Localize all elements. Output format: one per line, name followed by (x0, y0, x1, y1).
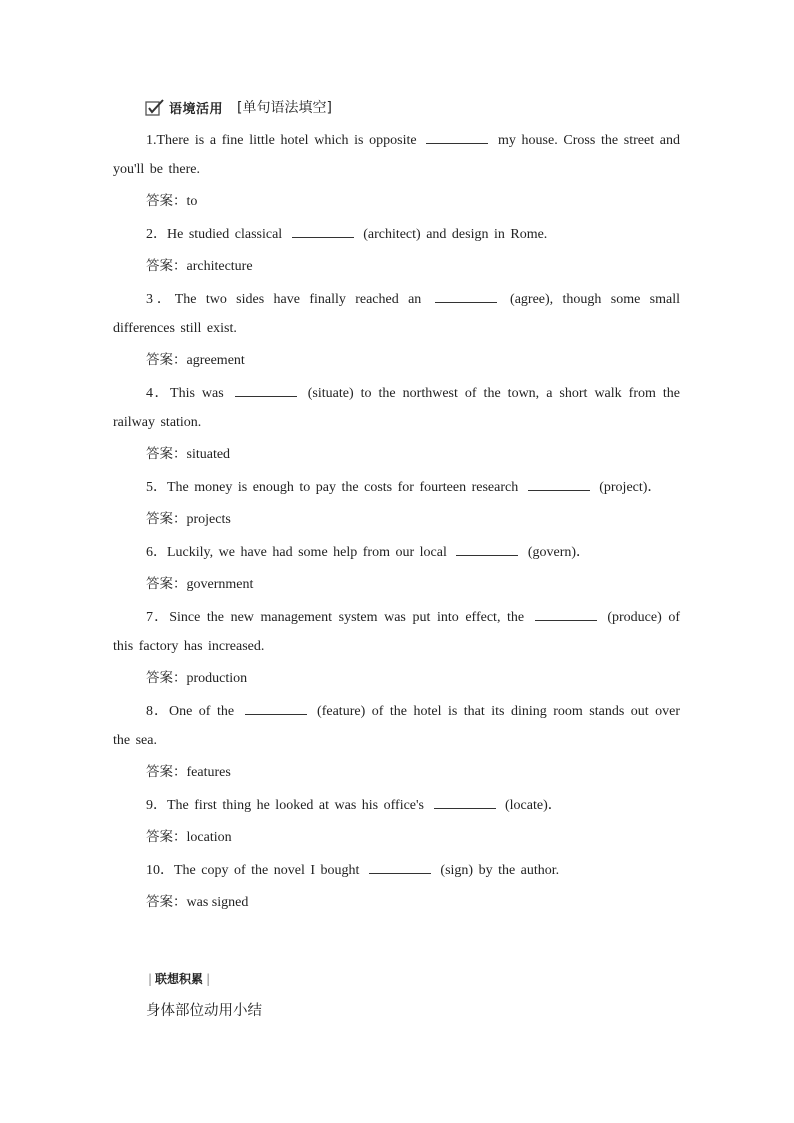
question-text (113, 538, 680, 567)
association-label: | 联想积累 | (148, 972, 211, 986)
question-text (113, 379, 680, 437)
question-prefix: 7．Since the new management system was put into effect, the (146, 610, 525, 625)
answer-blank (434, 796, 496, 809)
answer-label: 答案： (146, 764, 187, 780)
exercise-list (113, 126, 680, 921)
answer-line (113, 824, 680, 851)
question-suffix: (project)． (599, 480, 662, 495)
answer-blank (245, 702, 307, 715)
answer-blank (426, 131, 488, 144)
exercise-item (113, 856, 680, 916)
answer-line (113, 665, 680, 692)
question-text (113, 126, 680, 184)
question-suffix: my house. Cross the street and you'll be there. (113, 133, 680, 177)
checkbox-pencil-icon (145, 98, 165, 116)
answer-label: 答案： (146, 352, 187, 368)
answer-label: 答案： (146, 576, 187, 592)
exercise-item (113, 220, 680, 280)
question-prefix: 4．This was (146, 386, 224, 401)
question-suffix: (situate) to the northwest of the town, a short walk from the railway station. (113, 386, 680, 430)
answer-blank (435, 290, 497, 303)
answer-value: agreement (186, 353, 245, 368)
answer-label: 答案： (146, 670, 187, 686)
section-subtitle: [单句语法填空] (237, 100, 332, 116)
section-header (145, 96, 332, 118)
answer-line (113, 253, 680, 280)
question-prefix: 9．The first thing he looked at was his office's (146, 798, 424, 813)
question-suffix: (architect) and design in Rome. (363, 227, 548, 242)
question-prefix: 3．The two sides have finally reached an (146, 292, 422, 307)
answer-value: projects (186, 512, 231, 527)
answer-value: government (186, 577, 254, 592)
question-prefix: 1.There is a fine little hotel which is opposite (146, 133, 417, 148)
answer-value: architecture (186, 259, 253, 274)
question-prefix: 6．Luckily, we have had some help from our local (146, 545, 447, 560)
answer-line (113, 506, 680, 533)
exercise-item (113, 473, 680, 533)
answer-blank (528, 478, 590, 491)
answer-value: to (186, 194, 198, 209)
question-text (113, 285, 680, 343)
answer-value: situated (186, 447, 231, 462)
answer-blank (369, 861, 431, 874)
question-text (113, 603, 680, 661)
question-prefix: 2．He studied classical (146, 227, 283, 242)
question-text (113, 473, 680, 502)
exercise-item (113, 538, 680, 598)
answer-label: 答案： (146, 894, 187, 910)
question-suffix: (locate)． (505, 798, 562, 813)
answer-line (113, 347, 680, 374)
answer-line (113, 188, 680, 215)
question-suffix: (govern)． (527, 545, 591, 560)
summary-title: 身体部位动用小结 (146, 1003, 262, 1019)
answer-blank (292, 225, 354, 238)
exercise-item (113, 697, 680, 786)
question-text (113, 791, 680, 820)
answer-label: 答案： (146, 511, 187, 527)
answer-label: 答案： (146, 829, 187, 845)
question-text (113, 220, 680, 249)
question-prefix: 5．The money is enough to pay the costs for fourteen research (146, 480, 519, 495)
question-suffix: (sign) by the author. (440, 863, 560, 878)
answer-value: location (186, 830, 232, 845)
exercise-item (113, 791, 680, 851)
answer-line (113, 571, 680, 598)
question-suffix: (agree), though some small differences still exist. (113, 292, 680, 336)
exercise-item (113, 379, 680, 468)
answer-blank (235, 384, 297, 397)
answer-blank (456, 543, 518, 556)
answer-line (113, 441, 680, 468)
answer-blank (535, 608, 597, 621)
answer-line (113, 889, 680, 916)
question-prefix: 10．The copy of the novel I bought (146, 863, 360, 878)
answer-line (113, 759, 680, 786)
question-suffix: (produce) of this factory has increased. (113, 610, 681, 654)
question-text (113, 697, 680, 755)
exercise-item (113, 285, 680, 374)
answer-label: 答案： (146, 193, 187, 209)
question-suffix: (feature) of the hotel is that its dining room stands out over the sea. (113, 704, 681, 748)
answer-label: 答案： (146, 446, 187, 462)
exercise-item (113, 126, 680, 215)
section-title: 语境活用 (169, 101, 224, 117)
question-prefix: 8．One of the (146, 704, 235, 719)
answer-label: 答案： (146, 258, 187, 274)
association-label-text: 联想积累 (155, 972, 204, 986)
answer-value: features (186, 765, 231, 780)
exercise-item (113, 603, 680, 692)
answer-value: production (186, 671, 248, 686)
question-text (113, 856, 680, 885)
answer-value: was signed (186, 895, 249, 910)
